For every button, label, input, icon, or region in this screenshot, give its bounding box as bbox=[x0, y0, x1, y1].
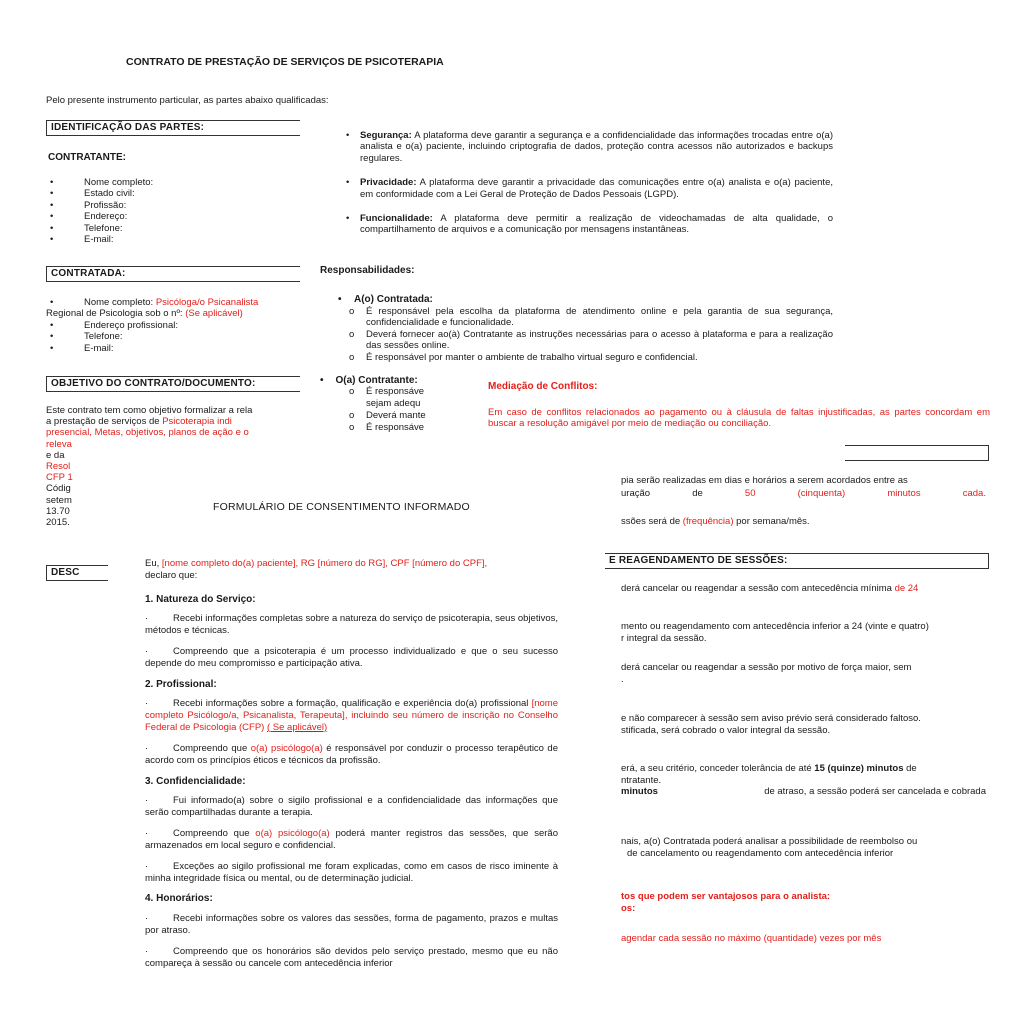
consent-intro: Eu, [nome completo do(a) paciente], RG [número do RG], CPF [número do CPF], declaro que: bbox=[145, 558, 488, 581]
consent-form-document bbox=[108, 470, 603, 1024]
section-objetivo: OBJETIVO DO CONTRATO/DOCUMENTO: bbox=[46, 376, 356, 392]
req-privacidade: • Privacidade: A plataforma deve garantir a privacidade das comunicações entre o(a) analista e o(a) paciente, em conformidade com a Lei Geral de Proteção de Dados Pessoais (LGPD). bbox=[326, 177, 833, 200]
field-telefone: • Telefone: bbox=[46, 223, 306, 234]
reag-line-4: derá cancelar ou reagendar a sessão por motivo de força maior, sem bbox=[621, 662, 912, 673]
field-profissao: • Profissão: bbox=[46, 200, 306, 211]
req-seguranca: • Segurança: A plataforma deve garantir a segurança e a confidencialidade das informações trocadas entre o(a) analista e o(a) paciente, incluindo criptografia de dados, proteção contra acessos não autorizados e backups regulares. bbox=[326, 130, 833, 164]
consent-heading-2: 2. Profissional: bbox=[145, 678, 217, 690]
consent-heading-4: 4. Honorários: bbox=[145, 893, 213, 905]
vantagens-item: agendar cada sessão no máximo (quantidade) vezes por mês bbox=[621, 933, 882, 944]
field-nome: • Nome completo: bbox=[46, 177, 306, 188]
reag-line-2: mento ou reagendamento com antecedência inferior a 24 (vinte e quatro) bbox=[621, 621, 929, 632]
field-endereco: • Endereço: bbox=[46, 211, 306, 222]
platform-requirements bbox=[326, 130, 833, 249]
consent-p8: · Recebi informações sobre os valores das sessões, forma de pagamento, prazos e multas por atraso. bbox=[145, 912, 558, 936]
resp-contratada-list: o É responsável pela escolha da plataforma de atendimento online e pela garantia de sua segurança, confidencialidade e funcionalidade. o Deverá fornecer ao(à) Contratante as instruções necessárias para o acesso à plataforma e para a realização das sessões online. o É responsável por manter o ambiente de trabalho virtual seguro e confidencial. bbox=[349, 306, 833, 363]
sessoes-line-3: ssões será de (frequência) por semana/mês. bbox=[621, 516, 810, 527]
section-desc: DESC bbox=[46, 565, 152, 581]
vantagens-sub: os: bbox=[621, 903, 636, 914]
reag-line-3: r integral da sessão. bbox=[621, 633, 707, 644]
consent-p6: · Compreendo que o(a) psicólogo(a) poderá manter registros das sessões, que serão armazenados em local seguro e confidencial. bbox=[145, 827, 558, 851]
contratada-name: • Nome completo: Psicóloga/o Psicanalista bbox=[46, 297, 311, 308]
mediation-title: Mediação de Conflitos: bbox=[488, 381, 598, 392]
resp-contratada-title: • A(o) Contratada: bbox=[338, 294, 433, 305]
section-identificacao: IDENTIFICAÇÃO DAS PARTES: bbox=[46, 120, 356, 136]
sessions-document bbox=[605, 440, 990, 944]
consent-heading-1: 1. Natureza do Serviço: bbox=[145, 593, 256, 605]
consent-p1: · Recebi informações completas sobre a natureza do serviço de psicoterapia, seus objetivos, métodos e técnicas. bbox=[145, 613, 558, 637]
consent-p5: · Fui informado(a) sobre o sigilo profissional e a confidencialidade das informações que serão compartilhadas durante a terapia. bbox=[145, 795, 558, 818]
sessoes-line-1: pia serão realizadas em dias e horários a serem acordados entre as bbox=[621, 475, 908, 486]
contratada-fields bbox=[46, 297, 311, 354]
section-reagendamento: E REAGENDAMENTO DE SESSÕES: bbox=[605, 553, 989, 569]
consent-p7: · Exceções ao sigilo profissional me foram explicadas, como em casos de risco iminente à minha integridade física ou mental, ou de determinação judicial. bbox=[145, 860, 558, 884]
contratante-fields bbox=[46, 177, 306, 245]
objetivo-line-2: a prestação de serviços de Psicoterapia indi bbox=[46, 416, 232, 428]
mediation-text: Em caso de conflitos relacionados ao pagamento ou à cláusula de faltas injustificadas, as partes concordam em buscar a resolução amigável por meio de mediação ou conciliação. bbox=[488, 407, 990, 430]
vantagens-heading: tos que podem ser vantajosos para o analista: bbox=[621, 891, 831, 902]
reag-line-6: e não comparecer à sessão sem aviso prévio será considerado faltoso. bbox=[621, 713, 921, 724]
contract-intro: Pelo presente instrumento particular, as partes abaixo qualificadas: bbox=[46, 95, 329, 106]
reag-line-1: derá cancelar ou reagendar a sessão com antecedência mínima de 24 bbox=[621, 583, 919, 594]
reag-line-8: erá, a seu critério, conceder tolerância de até 15 (quinze) minutos de bbox=[621, 763, 917, 774]
field-estado-civil: • Estado civil: bbox=[46, 188, 306, 199]
sessoes-line-2: uração de 50 (cinquenta) minutos cada. bbox=[621, 488, 986, 499]
responsabilidades-title: Responsabilidades: bbox=[320, 265, 415, 276]
resp-contratante-list: o É responsáve sejam adequ o Deverá mante o É responsáve bbox=[349, 386, 426, 433]
consent-p2: · Compreendo que a psicoterapia é um processo individualizado e que o seu sucesso depende do meu compromisso e participação ativa. bbox=[145, 646, 558, 669]
se-aplicavel-link[interactable]: ( Se aplicável) bbox=[266, 722, 328, 733]
consent-body bbox=[145, 558, 558, 978]
consent-heading-3: 3. Confidencialidade: bbox=[145, 775, 246, 787]
req-funcionalidade: • Funcionalidade: A plataforma deve permitir a realização de videochamadas de alta qualidade, o compartilhamento de arquivos e a comunicação por mensagens instantâneas. bbox=[326, 213, 833, 236]
reag-line-5: . bbox=[621, 674, 624, 685]
reag-line-10: minutos de atraso, a sessão poderá ser cancelada e cobrada bbox=[621, 786, 986, 797]
reag-line-11: nais, a(o) Contratada poderá analisar a possibilidade de reembolso ou bbox=[621, 836, 918, 847]
contratante-label: CONTRATANTE: bbox=[48, 152, 126, 163]
contratada-telefone: • Telefone: bbox=[46, 331, 311, 342]
mediation-document bbox=[482, 378, 994, 436]
consent-p9: · Compreendo que os honorários são devidos pelo serviço prestado, mesmo que eu não compareça à sessão ou cancele com antecedência inferior bbox=[145, 945, 558, 969]
consent-p3: · Recebi informações sobre a formação, qualificação e experiência do(a) profissional [nome completo Psicólogo/a, Psicanalista, Terapeuta], incluindo seu número de inscrição no Conselho Federal de Psicologia (CFP) ( Se aplicável) bbox=[145, 698, 558, 733]
consent-title: FORMULÁRIO DE CONSENTIMENTO INFORMADO bbox=[213, 501, 470, 513]
contract-title: CONTRATO DE PRESTAÇÃO DE SERVIÇOS DE PSICOTERAPIA bbox=[126, 56, 444, 68]
contratada-registro: Regional de Psicologia sob o nº: (Se aplicável) bbox=[46, 308, 243, 320]
contratada-email: • E-mail: bbox=[46, 343, 311, 354]
reag-line-7: stificada, será cobrado o valor integral da sessão. bbox=[621, 725, 831, 736]
reag-line-9: ntratante. bbox=[621, 775, 662, 786]
section-contratada: CONTRATADA: bbox=[46, 266, 356, 282]
reag-line-12: de cancelamento ou reagendamento com antecedência inferior bbox=[627, 848, 894, 859]
field-email: • E-mail: bbox=[46, 234, 306, 245]
objetivo-text: Este contrato tem como objetivo formalizar a rela a prestação de serviços de Psicoterapia indi presencial, Metas, objetivos, planos de ação e o releva e da Resol CFP 1 Códig setem 13.70 2015. bbox=[46, 405, 308, 528]
contratada-endereco: • Endereço profissional: bbox=[46, 320, 311, 331]
resp-contratante-title: • O(a) Contratante: bbox=[320, 375, 418, 386]
consent-p4: · Compreendo que o(a) psicólogo(a) é responsável por conduzir o processo terapêutico de acordo com os princípios éticos e técnicos da profissão. bbox=[145, 742, 558, 766]
